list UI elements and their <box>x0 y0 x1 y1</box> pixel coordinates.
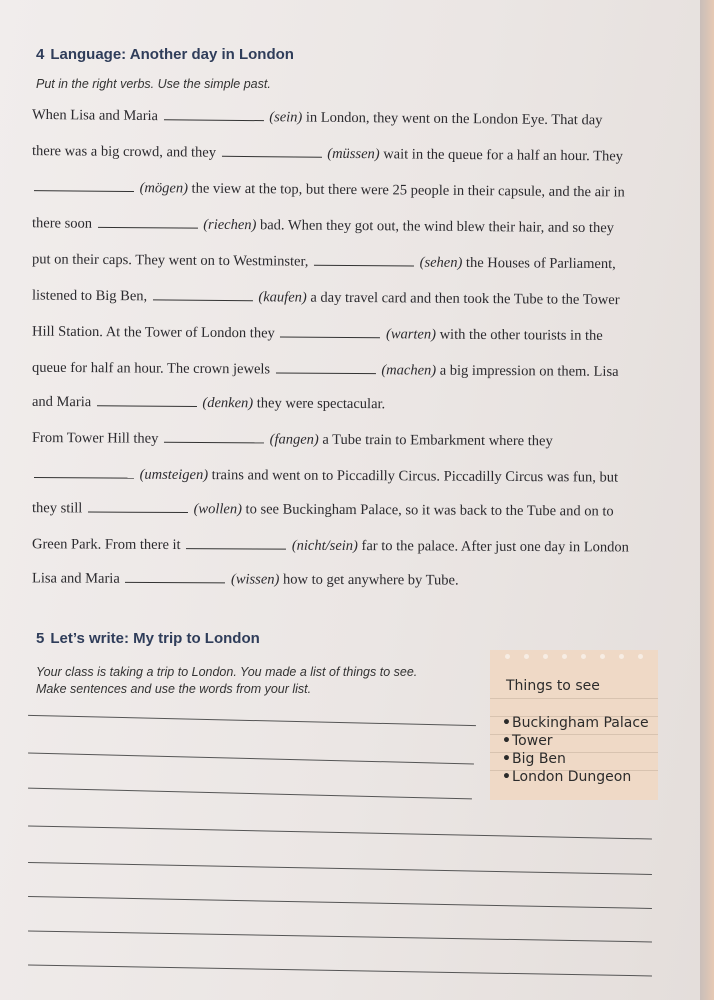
line-text-before: From Tower Hill they <box>31 429 159 447</box>
line-text-after: a Tube train to Embarkment where they <box>322 431 553 450</box>
note-item: •Tower <box>502 733 553 749</box>
exercise-4-line <box>32 536 672 556</box>
exercise-4-line <box>32 287 672 309</box>
verb-hint: (kaufen) <box>258 289 307 306</box>
line-text-before: there was a big crowd, and they <box>31 143 217 161</box>
writing-line[interactable] <box>28 931 652 943</box>
line-text-before: Hill Station. At the Tower of London they <box>31 323 275 342</box>
exercise-4-line <box>32 430 672 451</box>
answer-blank[interactable] <box>34 189 134 192</box>
note-item-text: Tower <box>512 733 553 749</box>
exercise-4-line <box>32 251 672 273</box>
verb-hint: (fangen) <box>269 431 319 448</box>
note-item: •Big Ben <box>502 751 566 767</box>
writing-line[interactable] <box>28 965 652 977</box>
note-item: •Buckingham Palace <box>502 715 649 731</box>
line-text-before: they still <box>31 500 83 517</box>
line-text-after: with the other tourists in the <box>439 326 603 344</box>
exercise-4-instruction <box>36 76 271 93</box>
verb-hint: (wollen) <box>193 501 242 518</box>
writing-line[interactable] <box>28 825 652 839</box>
verb-hint: (riechen) <box>203 216 257 234</box>
note-rule <box>490 698 658 699</box>
line-text-after: a big impression on them. Lisa <box>439 362 619 380</box>
line-text-after: the view at the top, but there were 25 people in their capsule, and the air in <box>191 180 625 201</box>
line-text-after: the Houses of Parliament, <box>465 254 616 273</box>
note-item: •London Dungeon <box>502 769 632 785</box>
answer-blank[interactable] <box>164 118 264 121</box>
line-text-after: they were spectacular. <box>256 395 386 413</box>
verb-hint: (nicht/sein) <box>291 537 358 555</box>
verb-hint: (sein) <box>269 109 303 126</box>
line-text-after: in London, they went on the London Eye. That day <box>305 109 603 129</box>
line-text-before: Lisa and Maria <box>31 570 120 587</box>
page-edge <box>700 0 714 1000</box>
line-text-after: wait in the queue for a half an hour. They <box>383 146 624 165</box>
things-to-see-note <box>490 650 658 800</box>
exercise-4-title: Language: Another day in London <box>50 46 294 63</box>
exercise-4-line <box>32 466 672 487</box>
line-text-after: a day travel card and then took the Tube to the Tower <box>310 289 620 309</box>
answer-blank[interactable] <box>314 264 414 267</box>
verb-hint: (müssen) <box>327 145 380 163</box>
exercise-4-line <box>32 324 672 346</box>
answer-blank[interactable] <box>97 404 197 407</box>
exercise-5-instruction <box>36 664 417 698</box>
exercise-5-number: 5 <box>36 630 45 647</box>
line-text-before: put on their caps. They went on to Westminster, <box>31 251 309 270</box>
note-item-text: Big Ben <box>512 751 566 767</box>
line-text-after: far to the palace. After just one day in London <box>361 538 629 556</box>
answer-blank[interactable] <box>280 335 380 338</box>
answer-blank[interactable] <box>98 226 198 229</box>
line-text-before: queue for half an hour. The crown jewels <box>31 359 271 378</box>
verb-hint: (machen) <box>381 362 437 379</box>
exercise-5-instruction-line-1: Your class is taking a trip to London. You made a list of things to see. <box>36 665 418 679</box>
exercise-5-heading <box>36 630 260 647</box>
note-item-text: London Dungeon <box>512 769 632 785</box>
answer-blank[interactable] <box>88 510 188 513</box>
exercise-4-line <box>32 215 672 237</box>
verb-hint: (wissen) <box>230 571 280 588</box>
line-text-after: how to get anywhere by Tube. <box>282 571 459 589</box>
exercise-4-line <box>32 360 672 382</box>
writing-line[interactable] <box>28 862 652 875</box>
note-item-text: Buckingham Palace <box>512 715 649 731</box>
line-text-before: When Lisa and Maria <box>31 106 159 125</box>
writing-line[interactable] <box>28 715 476 726</box>
exercise-4-instruction-text: Put in the right verbs. Use the simple past. <box>36 77 271 91</box>
line-text-before: and Maria <box>31 393 92 411</box>
note-perforation <box>490 650 658 664</box>
verb-hint: (sehen) <box>419 254 463 271</box>
answer-blank[interactable] <box>186 547 286 550</box>
writing-line[interactable] <box>28 753 474 765</box>
note-list <box>502 714 649 786</box>
exercise-4-line <box>32 107 672 130</box>
line-text-before: there soon <box>31 215 93 232</box>
exercise-4-line <box>32 179 672 202</box>
answer-blank[interactable] <box>222 155 322 158</box>
writing-line[interactable] <box>28 896 652 909</box>
exercise-4-line <box>32 143 672 166</box>
answer-blank[interactable] <box>125 581 225 584</box>
verb-hint: (umsteigen) <box>139 466 209 484</box>
line-text-before: listened to Big Ben, <box>31 287 148 305</box>
writing-line[interactable] <box>28 788 472 800</box>
exercise-4-line <box>32 570 672 590</box>
line-text-after: to see Buckingham Palace, so it was back to the Tube and on to <box>245 501 614 520</box>
verb-hint: (warten) <box>385 326 437 343</box>
verb-hint: (denken) <box>202 394 254 412</box>
line-text-after: bad. When they got out, the wind blew their hair, and so they <box>259 217 615 237</box>
exercise-5-instruction-line-2: Make sentences and use the words from your list. <box>36 682 312 696</box>
verb-hint: (mögen) <box>139 180 189 197</box>
answer-blank[interactable] <box>153 298 253 301</box>
exercise-5-title: Let’s write: My trip to London <box>50 630 260 647</box>
answer-blank[interactable] <box>34 476 134 479</box>
exercise-4-heading <box>36 46 294 63</box>
answer-blank[interactable] <box>276 371 376 374</box>
line-text-after: trains and went on to Piccadilly Circus. Piccadilly Circus was fun, but <box>211 467 619 486</box>
note-title: Things to see <box>506 678 600 694</box>
line-text-before: Green Park. From there it <box>31 536 181 554</box>
answer-blank[interactable] <box>164 441 264 444</box>
exercise-4-number: 4 <box>36 46 45 63</box>
exercise-4-line <box>32 394 672 415</box>
exercise-4-line <box>32 500 672 521</box>
